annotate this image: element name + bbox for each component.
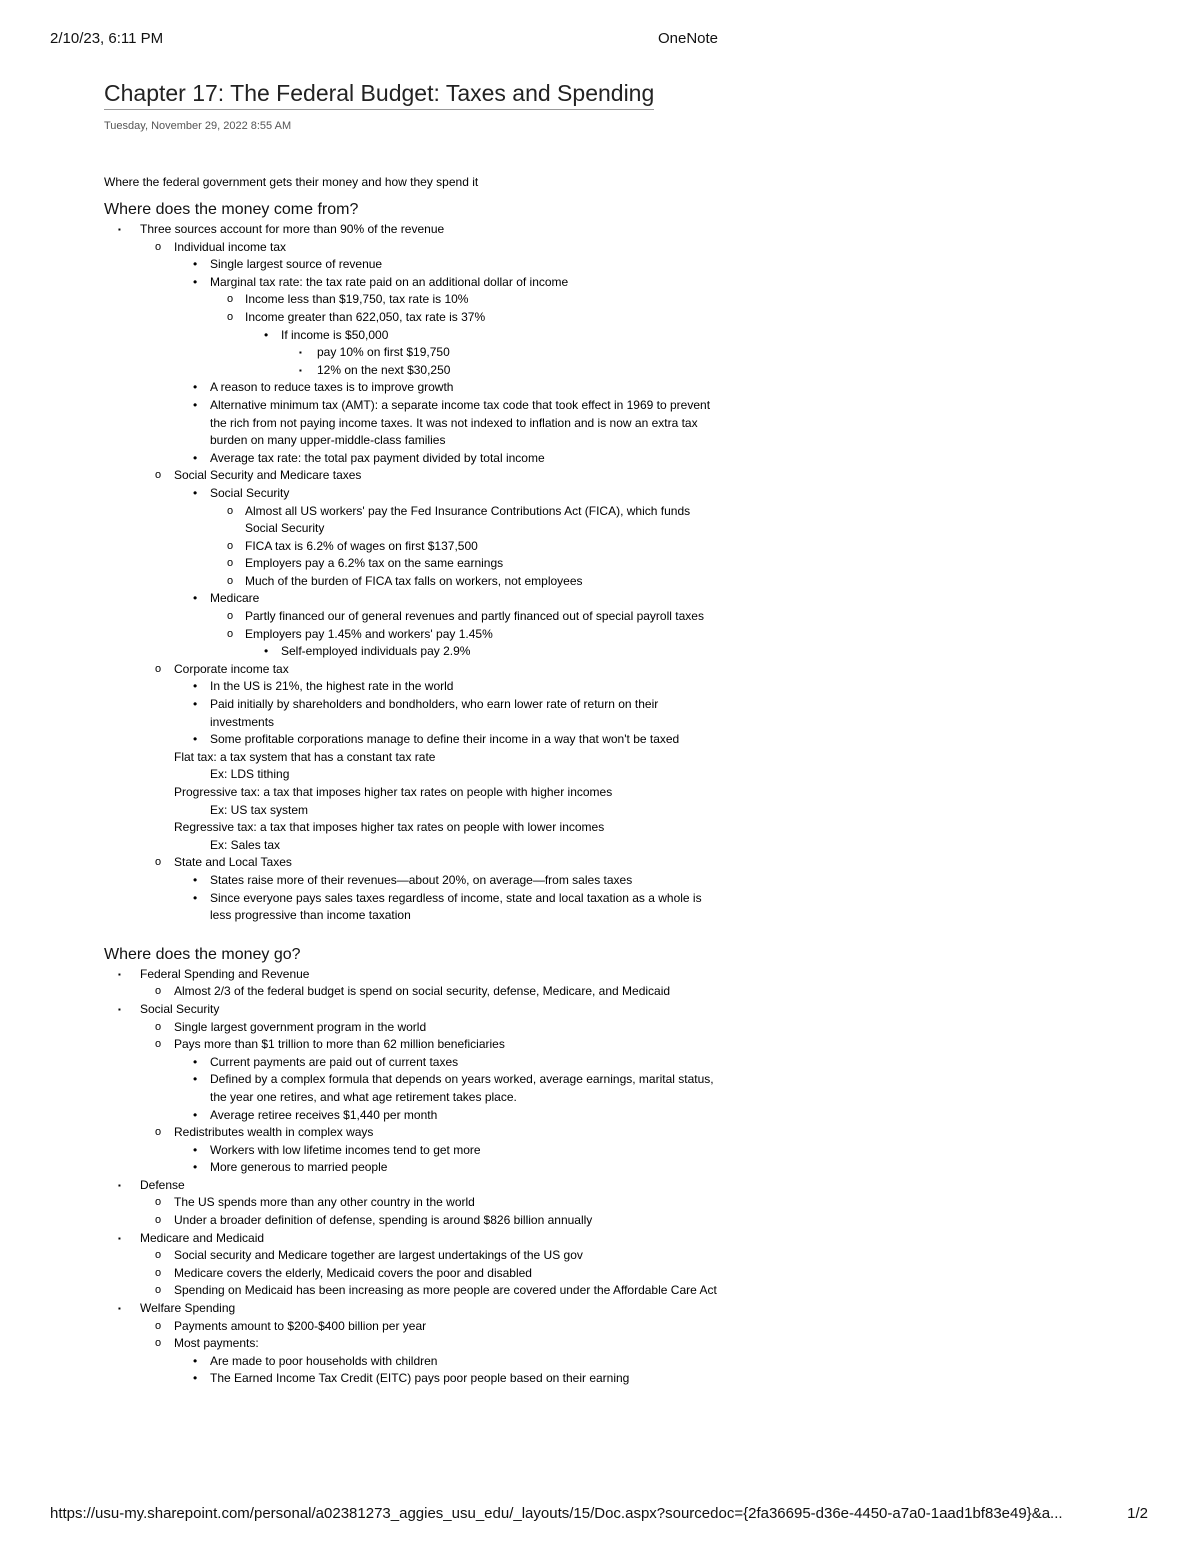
- bullet-icon: •: [193, 380, 198, 395]
- bullet-icon: •: [193, 1072, 198, 1087]
- outline-item-text: 12% on the next $30,250: [317, 362, 451, 377]
- bullet-icon: ▪: [118, 969, 121, 979]
- outline-item-text: State and Local Taxes: [174, 855, 292, 870]
- outline-item-text: pay 10% on first $19,750: [317, 345, 450, 360]
- outline-item: [104, 643, 724, 661]
- outline-item-text: Average tax rate: the total pax payment divided by total income: [210, 450, 545, 465]
- bullet-icon: •: [193, 1371, 198, 1386]
- bullet-icon: •: [193, 890, 198, 905]
- page-title[interactable]: Chapter 17: The Federal Budget: Taxes and Spending: [104, 78, 654, 110]
- outline-item: [104, 309, 724, 327]
- page-number: 1/2: [1127, 1505, 1148, 1522]
- bullet-icon: o: [155, 240, 162, 253]
- revenue-outline: [104, 221, 724, 925]
- outline-item: [104, 1159, 724, 1177]
- outline-item: [104, 362, 724, 380]
- outline-item: [104, 966, 724, 984]
- bullet-icon: ▪: [299, 365, 302, 375]
- bullet-icon: o: [227, 310, 234, 323]
- bullet-icon: •: [193, 732, 198, 747]
- outline-item: [104, 983, 724, 1001]
- outline-item-text: Welfare Spending: [140, 1301, 236, 1316]
- outline-item-text: Pays more than $1 trillion to more than 62 million beneficiaries: [174, 1037, 505, 1052]
- outline-item: [104, 397, 724, 450]
- outline-item: [104, 538, 724, 556]
- outline-item-text: Under a broader definition of defense, spending is around $826 billion annually: [174, 1213, 593, 1228]
- bullet-icon: o: [155, 1196, 162, 1209]
- outline-item: [104, 802, 724, 820]
- outline-item: [104, 274, 724, 292]
- bullet-icon: •: [193, 257, 198, 272]
- outline-item-text: A reason to reduce taxes is to improve growth: [210, 380, 454, 395]
- bullet-icon: o: [155, 1020, 162, 1033]
- bullet-icon: o: [155, 1249, 162, 1262]
- bullet-icon: o: [155, 1337, 162, 1350]
- outline-item: [104, 626, 724, 644]
- page-date: Tuesday, November 29, 2022 8:55 AM: [104, 120, 292, 132]
- bullet-icon: ▪: [118, 1180, 121, 1190]
- outline-item: [104, 1247, 724, 1265]
- outline-item: [104, 749, 724, 767]
- outline-item-text: Workers with low lifetime incomes tend to get more: [210, 1142, 481, 1157]
- outline-item-text: Defense: [140, 1177, 185, 1192]
- outline-item-text: Progressive tax: a tax that imposes higher tax rates on people with higher incomes: [174, 785, 613, 799]
- outline-item: [104, 239, 724, 257]
- bullet-icon: •: [264, 644, 269, 659]
- outline-item: [104, 784, 724, 802]
- outline-item-text: Single largest government program in the world: [174, 1019, 427, 1034]
- bullet-icon: ▪: [118, 1004, 121, 1014]
- print-footer: [0, 1505, 1200, 1525]
- outline-item: [104, 1142, 724, 1160]
- outline-item: [104, 1001, 724, 1019]
- outline-item: [104, 485, 724, 503]
- bullet-icon: o: [155, 1126, 162, 1139]
- outline-item-text: Redistributes wealth in complex ways: [174, 1125, 374, 1140]
- note-page: [104, 78, 724, 1388]
- outline-item: [104, 344, 724, 362]
- outline-item-text: Flat tax: a tax system that has a constant tax rate: [174, 749, 436, 764]
- outline-item: [104, 1335, 724, 1353]
- outline-item-text: Average retiree receives $1,440 per month: [210, 1107, 438, 1122]
- intro-text: Where the federal government gets their money and how they spend it: [104, 175, 479, 189]
- bullet-icon: •: [193, 1054, 198, 1069]
- bullet-icon: ▪: [118, 1233, 121, 1243]
- outline-item-text: Partly financed our of general revenues and partly financed out of special payroll taxes: [245, 609, 704, 624]
- bullet-icon: o: [227, 574, 234, 587]
- outline-item-text: Three sources account for more than 90% of the revenue: [140, 222, 445, 236]
- spending-outline: [104, 966, 724, 1388]
- outline-item-text: Social security and Medicare together are largest undertakings of the US gov: [174, 1248, 583, 1263]
- outline-item-text: Medicare and Medicaid: [140, 1230, 265, 1245]
- outline-item-text: Almost all US workers' pay the Fed Insurance Contributions Act (FICA), which funds Social Security: [245, 503, 691, 536]
- outline-item-text: The US spends more than any other country in the world: [174, 1195, 475, 1210]
- outline-item-text: States raise more of their revenues—about 20%, on average—from sales taxes: [210, 872, 633, 887]
- outline-item-text: FICA tax is 6.2% of wages on first $137,500: [245, 538, 478, 553]
- outline-item: [104, 1107, 724, 1125]
- outline-item: [104, 1300, 724, 1318]
- outline-item-text: Medicare covers the elderly, Medicaid covers the poor and disabled: [174, 1265, 532, 1280]
- outline-item: [104, 379, 724, 397]
- outline-item: [104, 1265, 724, 1283]
- outline-item-text: Federal Spending and Revenue: [140, 966, 310, 981]
- outline-item: [104, 221, 724, 239]
- outline-item-text: Payments amount to $200-$400 billion per year: [174, 1318, 427, 1333]
- bullet-icon: o: [155, 469, 162, 482]
- bullet-icon: o: [155, 1214, 162, 1227]
- bullet-icon: •: [193, 679, 198, 694]
- print-datetime: 2/10/23, 6:11 PM: [50, 30, 164, 47]
- bullet-icon: •: [193, 1107, 198, 1122]
- bullet-icon: o: [155, 1266, 162, 1279]
- bullet-icon: o: [155, 856, 162, 869]
- outline-item: [104, 291, 724, 309]
- section-heading-revenue: Where does the money come from?: [104, 201, 359, 218]
- outline-item-text: Ex: US tax system: [210, 802, 309, 817]
- outline-item-text: Alternative minimum tax (AMT): a separate income tax code that took effect in 1969 to prevent the rich from not paying income taxes. It was not indexed to inflation and is now an extra tax burden on many upper-middle-class families: [210, 397, 711, 448]
- outline-item-text: Income less than $19,750, tax rate is 10%: [245, 292, 469, 307]
- bullet-icon: o: [155, 662, 162, 675]
- outline-item-text: Employers pay 1.45% and workers' pay 1.45%: [245, 626, 493, 641]
- bullet-icon: o: [227, 610, 234, 623]
- print-header: [0, 30, 1200, 50]
- outline-item: [104, 678, 724, 696]
- outline-item-text: Spending on Medicaid has been increasing as more people are covered under the Affordable Care Act: [174, 1283, 717, 1298]
- outline-item: [104, 256, 724, 274]
- bullet-icon: o: [155, 985, 162, 998]
- outline-item-text: Current payments are paid out of current taxes: [210, 1054, 459, 1069]
- outline-item: [104, 573, 724, 591]
- outline-item: [104, 555, 724, 573]
- title-wrapper: [104, 78, 724, 110]
- bullet-icon: •: [264, 327, 269, 342]
- bullet-icon: •: [193, 1160, 198, 1175]
- outline-item-text: Ex: Sales tax: [210, 837, 281, 852]
- outline-item-text: Self-employed individuals pay 2.9%: [281, 644, 471, 659]
- outline-item-text: Defined by a complex formula that depends on years worked, average earnings, marital status, the year one retires, and what age retirement takes place.: [210, 1072, 714, 1104]
- print-app-name: OneNote: [657, 30, 719, 47]
- outline-item: [104, 1318, 724, 1336]
- outline-item-text: Individual income tax: [174, 239, 287, 254]
- outline-item: [104, 1230, 724, 1248]
- outline-item-text: Single largest source of revenue: [210, 257, 383, 272]
- bullet-icon: •: [193, 274, 198, 289]
- bullet-icon: •: [193, 591, 198, 606]
- outline-item: [104, 854, 724, 872]
- bullet-icon: •: [193, 485, 198, 500]
- outline-item: [104, 731, 724, 749]
- outline-item-text: Social Security: [140, 1001, 220, 1016]
- outline-item: [104, 1282, 724, 1300]
- bullet-icon: •: [193, 1353, 198, 1368]
- outline-item-text: Employers pay a 6.2% tax on the same earnings: [245, 556, 504, 571]
- outline-item: [104, 766, 724, 784]
- outline-item: [104, 327, 724, 345]
- outline-item-text: Paid initially by shareholders and bondholders, who earn lower rate of return on their investments: [210, 697, 659, 729]
- outline-item: [104, 467, 724, 485]
- bullet-icon: ▪: [299, 348, 302, 358]
- outline-item: [104, 819, 724, 837]
- bullet-icon: •: [193, 397, 198, 412]
- outline-item: [104, 1177, 724, 1195]
- bullet-icon: •: [193, 697, 198, 712]
- outline-item-text: Most payments:: [174, 1336, 259, 1351]
- outline-item: [104, 872, 724, 890]
- outline-item-text: Since everyone pays sales taxes regardless of income, state and local taxation as a whole is less progressive than income taxation: [210, 890, 702, 923]
- bullet-icon: o: [155, 1319, 162, 1332]
- bullet-icon: o: [227, 557, 234, 570]
- bullet-icon: •: [193, 1142, 198, 1157]
- outline-item: [104, 1054, 724, 1072]
- bullet-icon: o: [155, 1284, 162, 1297]
- outline-item: [104, 503, 724, 538]
- section-heading-spending: Where does the money go?: [104, 945, 301, 963]
- outline-item: [104, 1194, 724, 1212]
- bullet-icon: o: [227, 504, 234, 517]
- bullet-icon: o: [227, 539, 234, 552]
- outline-item: [104, 1036, 724, 1054]
- outline-item-text: Social Security: [210, 485, 290, 500]
- page-url[interactable]: https://usu-my.sharepoint.com/personal/a02381273_aggies_usu_edu/_layouts/15/Doc.aspx?sourcedoc={2fa36695-d36e-4450-a7a0-1aad1bf83e49}&a...: [50, 1505, 1063, 1522]
- outline-item: [104, 590, 724, 608]
- outline-item: [104, 696, 724, 731]
- outline-item: [104, 608, 724, 626]
- outline-item-text: Much of the burden of FICA tax falls on workers, not employees: [245, 573, 583, 588]
- outline-item-text: Social Security and Medicare taxes: [174, 468, 362, 483]
- outline-item: [104, 837, 724, 855]
- bullet-icon: o: [155, 1038, 162, 1051]
- outline-item: [104, 450, 724, 468]
- outline-item-text: In the US is 21%, the highest rate in the world: [210, 679, 454, 694]
- outline-item-text: Marginal tax rate: the tax rate paid on an additional dollar of income: [210, 274, 569, 289]
- outline-item-text: Some profitable corporations manage to define their income in a way that won't be taxed: [210, 732, 680, 747]
- outline-item-text: Corporate income tax: [174, 661, 289, 676]
- bullet-icon: ▪: [118, 225, 121, 234]
- outline-item-text: If income is $50,000: [281, 327, 389, 342]
- outline-item-text: Almost 2/3 of the federal budget is spend on social security, defense, Medicare, and Medicaid: [174, 984, 671, 999]
- outline-item: [104, 1124, 724, 1142]
- bullet-icon: ▪: [118, 1304, 121, 1314]
- outline-item: [104, 1353, 724, 1371]
- outline-item-text: Ex: LDS tithing: [210, 767, 290, 782]
- bullet-icon: •: [193, 450, 198, 465]
- outline-item-text: The Earned Income Tax Credit (EITC) pays poor people based on their earning: [210, 1371, 630, 1386]
- outline-item: [104, 1370, 724, 1388]
- outline-item-text: Are made to poor households with children: [210, 1353, 438, 1368]
- outline-item: [104, 1212, 724, 1230]
- outline-item: [104, 890, 724, 925]
- outline-item-text: Income greater than 622,050, tax rate is 37%: [245, 309, 486, 324]
- outline-item: [104, 1019, 724, 1037]
- outline-item-text: Medicare: [210, 591, 260, 606]
- bullet-icon: o: [227, 293, 234, 306]
- outline-item: [104, 1071, 724, 1106]
- outline-item-text: Regressive tax: a tax that imposes higher tax rates on people with lower incomes: [174, 820, 605, 835]
- bullet-icon: o: [227, 627, 234, 640]
- outline-item: [104, 661, 724, 679]
- bullet-icon: •: [193, 872, 198, 887]
- outline-item-text: More generous to married people: [210, 1160, 388, 1175]
